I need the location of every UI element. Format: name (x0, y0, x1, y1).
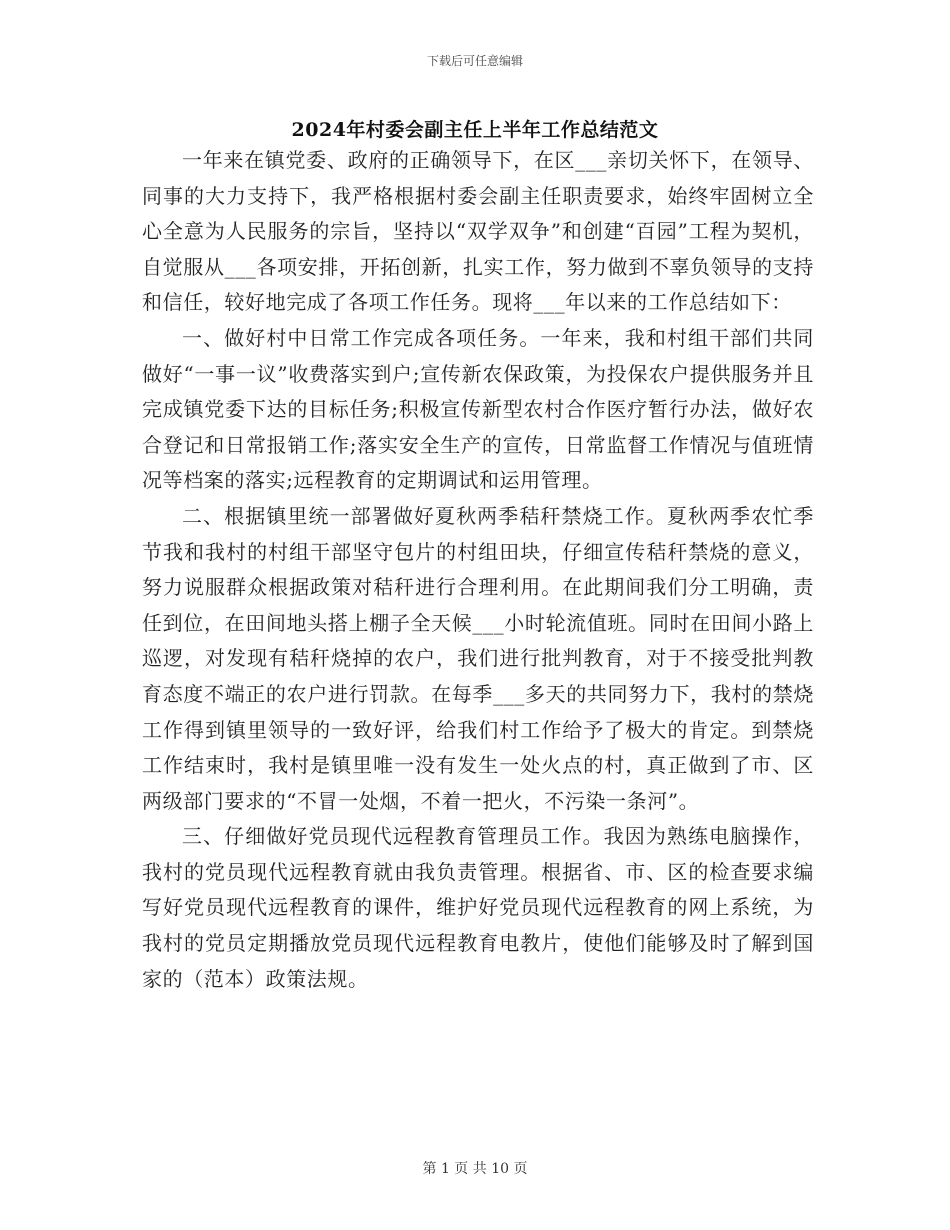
paragraph-section-2: 二、根据镇里统一部署做好夏秋两季秸秆禁烧工作。夏秋两季农忙季节我和我村的村组干部坚守包片的村组田块，仔细宣传秸秆禁烧的意义，努力说服群众根据政策对秸秆进行合理利用。在此期间我们分工明确，责任到位，在田间地头搭上棚子全天候___小时轮流值班。同时在田间小路上巡逻，对发现有秸秆烧掉的农户，我们进行批判教育，对于不接受批判教育态度不端正的农户进行罚款。在每季___多天的共同努力下，我村的禁烧工作得到镇里领导的一致好评，给我们村工作给予了极大的肯定。到禁烧工作结束时，我村是镇里唯一没有发生一处火点的村，真正做到了市、区两级部门要求的“不冒一处烟，不着一把火，不污染一条河”。 (142, 503, 814, 813)
page-footer: 第 1 页 共 10 页 (422, 1161, 528, 1177)
document-title: 2024年村委会副主任上半年工作总结范文 (291, 119, 659, 141)
paragraph-intro: 一年来在镇党委、政府的正确领导下，在区___亲切关怀下，在领导、同事的大力支持下，我严格根据村委会副主任职责要求，始终牢固树立全心全意为人民服务的宗旨，坚持以“双学双争”和创建“百园”工程为契机，自觉服从___各项安排，开拓创新，扎实工作，努力做到不辜负领导的支持和信任，较好地完成了各项工作任务。现将___年以来的工作总结如下： (142, 148, 814, 315)
paragraph-section-3: 三、仔细做好党员现代远程教育管理员工作。我因为熟练电脑操作，我村的党员现代远程教育就由我负责管理。根据省、市、区的检查要求编写好党员现代远程教育的课件，维护好党员现代远程教育的网上系统，为我村的党员定期播放党员现代远程教育电教片，使他们能够及时了解到国家的（范本）政策法规。 (142, 824, 814, 991)
header-note: 下载后可任意编辑 (426, 54, 523, 68)
paragraph-section-1: 一、做好村中日常工作完成各项任务。一年来，我和村组干部们共同做好“一事一议”收费落实到户;宣传新农保政策，为投保农户提供服务并且完成镇党委下达的目标任务;积极宣传新型农村合作医疗暂行办法，做好农合登记和日常报销工作;落实安全生产的宣传，日常监督工作情况与值班情况等档案的落实;远程教育的定期调试和运用管理。 (142, 325, 814, 493)
document-body (142, 143, 814, 997)
